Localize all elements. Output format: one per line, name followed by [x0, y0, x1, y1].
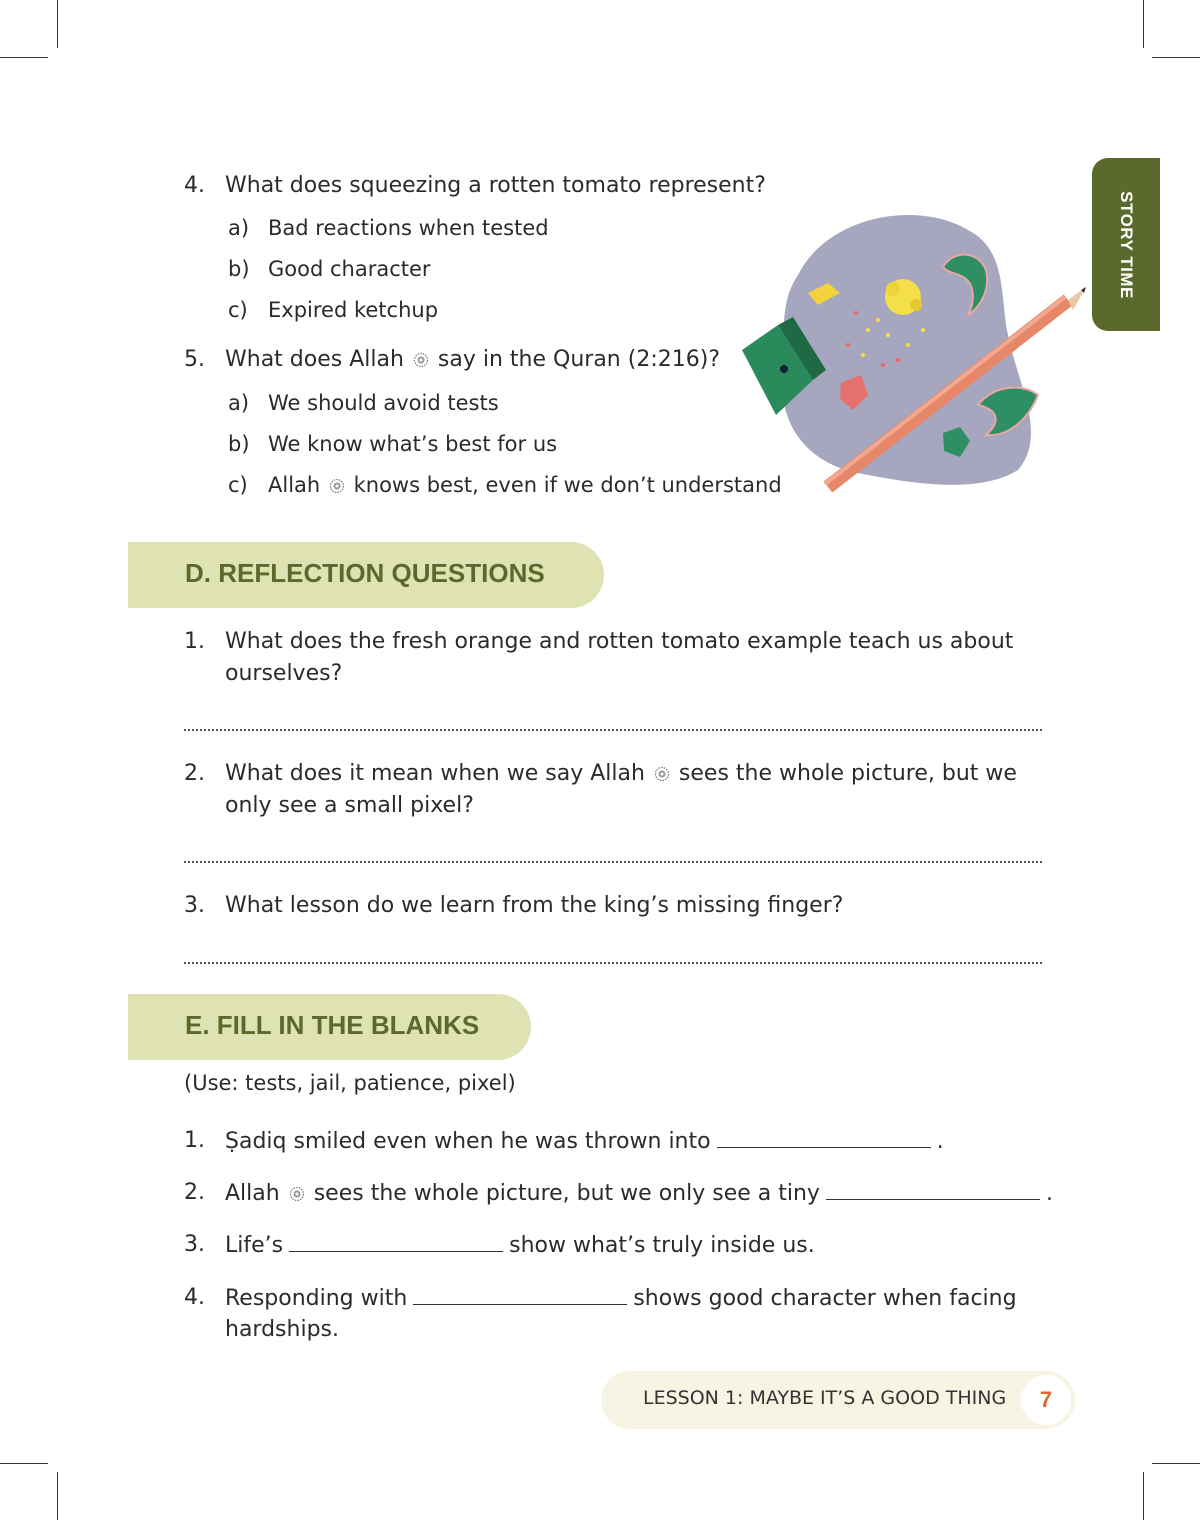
question-text: only see a small pixel? — [225, 793, 474, 818]
crop-mark — [1152, 57, 1200, 58]
section-title: D. REFLECTION QUESTIONS — [185, 558, 545, 588]
question-text: What lesson do we learn from the king’s missing finger? — [225, 893, 844, 918]
item-text-part: show what’s truly inside us. — [509, 1233, 815, 1258]
question-text-part: What does it mean when we say Allah — [225, 761, 645, 786]
story-time-label: STORY TIME — [1117, 190, 1136, 299]
answer-line[interactable] — [184, 861, 1042, 863]
crop-mark — [0, 1463, 48, 1464]
item-text — [225, 1125, 944, 1158]
item-text-part: . — [1045, 1181, 1053, 1206]
item-text-part: . — [936, 1129, 944, 1154]
allah-ligature-icon — [289, 1186, 305, 1202]
blank-field[interactable] — [717, 1125, 931, 1148]
question-number: 2. — [184, 761, 205, 786]
lesson-title: LESSON 1: MAYBE IT’S A GOOD THING — [643, 1387, 1007, 1409]
allah-ligature-icon — [413, 352, 429, 368]
item-text-part: Allah — [225, 1181, 280, 1206]
option-text: We know what’s best for us — [268, 432, 558, 456]
crop-mark — [1143, 1472, 1144, 1520]
word-bank: (Use: tests, jail, patience, pixel) — [184, 1071, 516, 1095]
pencil-sharpener-illustration — [738, 205, 1088, 500]
question-number: 4. — [184, 173, 205, 198]
option-text: Bad reactions when tested — [268, 216, 549, 240]
question-text: ourselves? — [225, 661, 343, 686]
option-letter: a) — [228, 391, 250, 415]
crop-mark — [57, 0, 58, 48]
option-letter: c) — [228, 298, 248, 322]
option-letter: a) — [228, 216, 250, 240]
footer-lesson-pill — [601, 1371, 1075, 1429]
section-d-header — [128, 542, 604, 608]
item-number: 1. — [184, 1128, 205, 1153]
option-text: Expired ketchup — [268, 298, 439, 322]
item-text-part: shows good character when facing — [633, 1286, 1017, 1311]
item-text-part: Life’s — [225, 1233, 284, 1258]
question-text: What does squeezing a rotten tomato represent? — [225, 173, 766, 198]
answer-line[interactable] — [184, 729, 1042, 731]
option-letter: c) — [228, 473, 248, 497]
option-letter: b) — [228, 432, 250, 456]
question-text — [225, 344, 720, 376]
section-e-header — [128, 994, 531, 1060]
item-text — [225, 1229, 815, 1262]
option-text: Good character — [268, 257, 431, 281]
item-text: hardships. — [225, 1317, 339, 1342]
answer-line[interactable] — [184, 962, 1042, 964]
allah-ligature-icon — [329, 478, 345, 494]
crop-mark — [57, 1472, 58, 1520]
story-time-tab — [1092, 158, 1160, 331]
blank-field[interactable] — [413, 1282, 627, 1305]
crop-mark — [1152, 1463, 1200, 1464]
blank-field[interactable] — [826, 1177, 1040, 1200]
item-text — [225, 1177, 1053, 1210]
question-number: 5. — [184, 347, 205, 372]
page-number: 7 — [1039, 1387, 1053, 1412]
item-number: 3. — [184, 1232, 205, 1257]
question-number: 1. — [184, 629, 205, 654]
item-text-part: Responding with — [225, 1286, 408, 1311]
item-text-part: sees the whole picture, but we only see a tiny — [313, 1181, 820, 1206]
question-text-part: sees the whole picture, but we — [678, 761, 1017, 786]
option-text-part: knows best, even if we don’t understand — [353, 473, 782, 497]
question-text — [225, 758, 1017, 790]
question-text-part: say in the Quran (2:216)? — [437, 347, 720, 372]
page-number-badge — [1021, 1375, 1071, 1425]
item-text — [225, 1282, 1017, 1315]
option-text: We should avoid tests — [268, 391, 499, 415]
crop-mark — [1143, 0, 1144, 48]
question-number: 3. — [184, 893, 205, 918]
option-text-part: Allah — [268, 473, 321, 497]
option-letter: b) — [228, 257, 250, 281]
item-number: 2. — [184, 1180, 205, 1205]
blank-field[interactable] — [289, 1229, 503, 1252]
item-text-part: Ṣadiq smiled even when he was thrown into — [225, 1129, 711, 1154]
allah-ligature-icon — [654, 766, 670, 782]
section-title: E. FILL IN THE BLANKS — [185, 1010, 480, 1040]
question-text: What does the fresh orange and rotten tomato example teach us about — [225, 629, 1014, 654]
option-text — [268, 470, 782, 500]
crop-mark — [0, 57, 48, 58]
question-text-part: What does Allah — [225, 347, 404, 372]
item-number: 4. — [184, 1285, 205, 1310]
